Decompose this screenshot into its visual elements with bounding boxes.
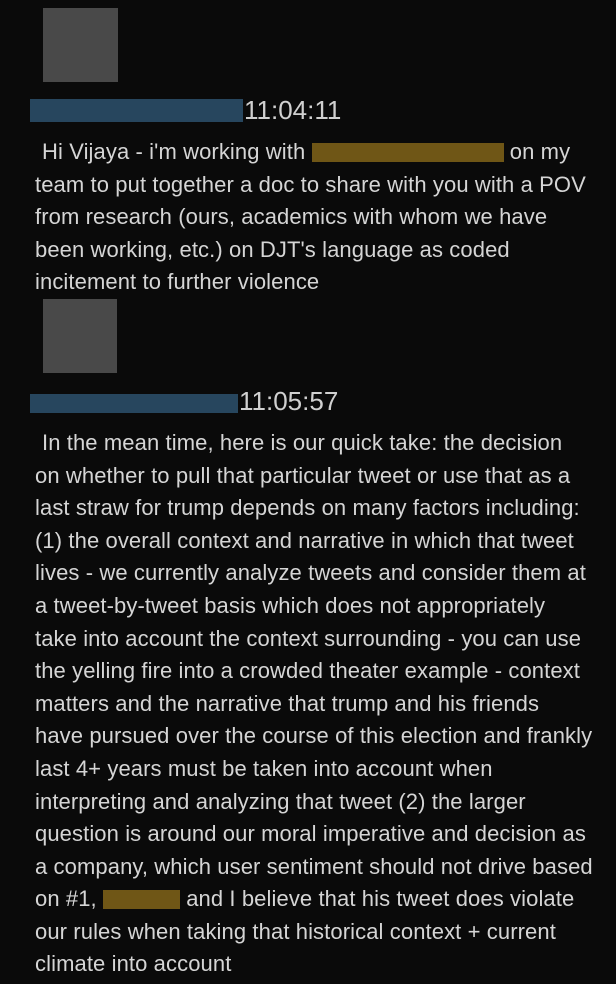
message-timestamp[interactable]: 11:05:57 — [239, 385, 339, 416]
message-text-segment: and I believe that his tweet does violate our rules when taking that historical context + current climate into account — [35, 886, 575, 977]
chat-message — [0, 8, 616, 299]
avatar-redacted[interactable] — [43, 299, 117, 373]
message-text-segment: Hi Vijaya - i'm working with — [42, 139, 312, 164]
chat-message — [0, 299, 616, 981]
message-text — [35, 136, 593, 299]
message-timestamp[interactable]: 11:04:11 — [244, 95, 342, 125]
message-text-segment: on my team to put together a doc to share with you with a POV from research (ours, academics with whom we have been working, etc.) on DJT's language as coded incitement to further violence — [35, 139, 586, 295]
inline-text-redaction — [312, 143, 504, 162]
sender-name-redacted[interactable] — [30, 394, 238, 413]
message-meta — [30, 95, 616, 125]
message-text — [35, 427, 593, 981]
message-text-segment: In the mean time, here is our quick take: the decision on whether to pull that particular tweet or use that as a last straw for trump depends on many factors including: (1) the overall context and narrative in which that tweet lives - we currently analyze tweets and consider them at a tweet-by-tweet basis which does not appropriately take into account the context surrounding - you can use the yelling fire into a crowded theater example - context matters and the narrative that trump and his friends have pursued over the course of this election and frankly last 4+ years must be taken into account when interpreting and analyzing that tweet (2) the larger question is around our moral imperative and decision as a company, which user sentiment should not drive based on #1, — [35, 429, 593, 912]
sender-name-redacted[interactable] — [30, 99, 243, 122]
message-meta — [30, 385, 616, 416]
avatar-redacted[interactable] — [43, 8, 118, 82]
inline-text-redaction — [103, 890, 180, 909]
